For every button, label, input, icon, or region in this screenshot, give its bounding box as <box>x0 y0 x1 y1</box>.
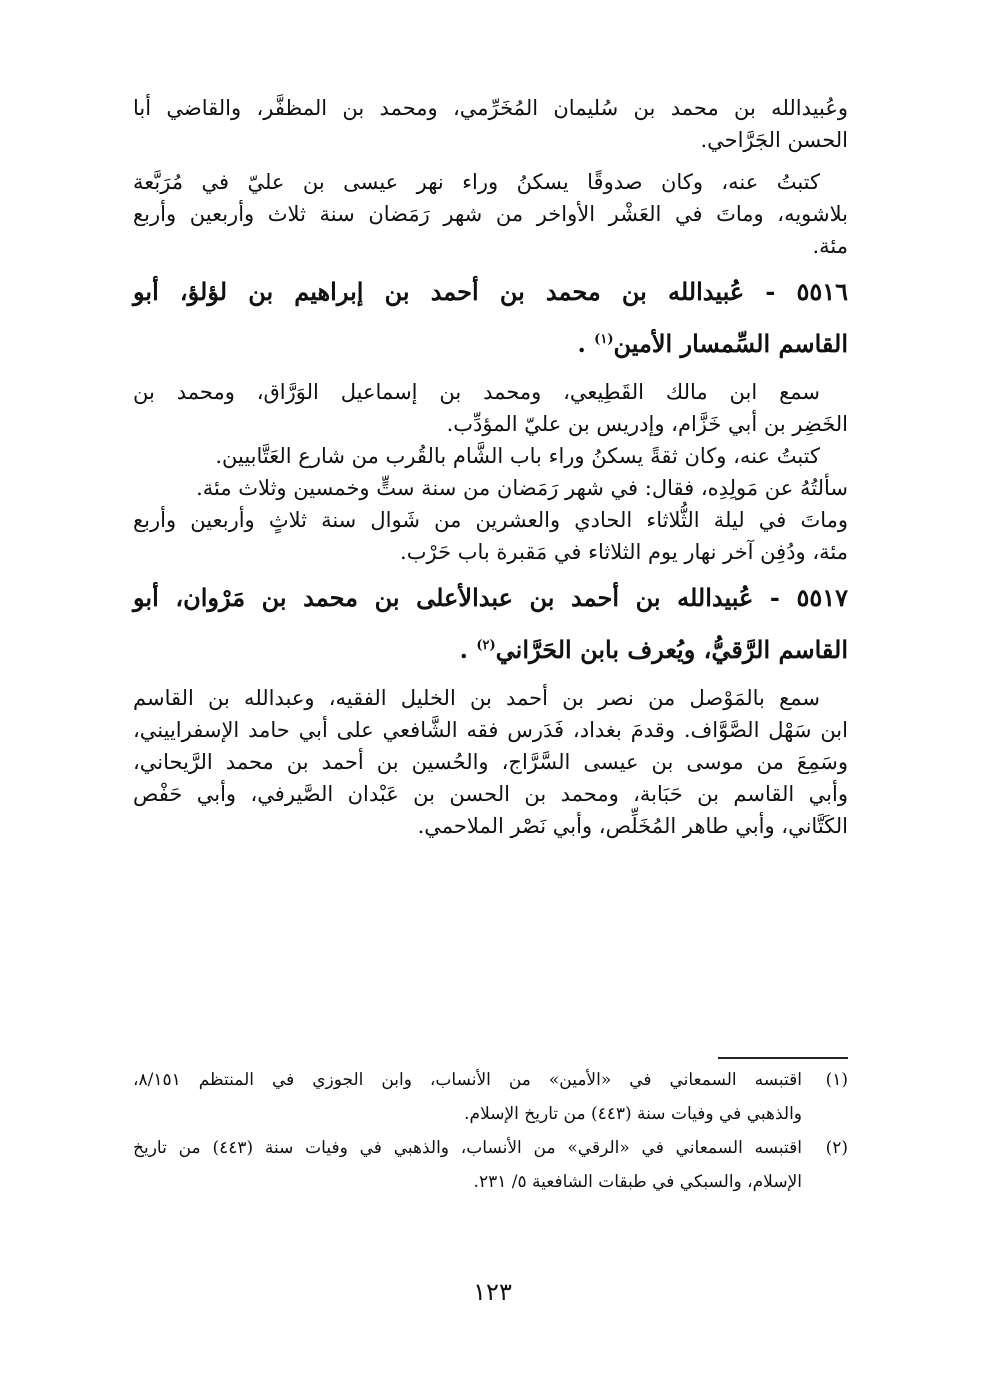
footnote-line: اقتبسه السمعاني في «الرقي» من الأنساب، والذهبي في وفيات سنة (٤٤٣) من تاريخ <box>133 1138 802 1158</box>
heading-text: القاسم السِّمسار الأمين <box>613 329 848 358</box>
heading-line: القاسم الرَّقيُّ، ويُعرف بابن الحَرَّاني$^{(٢)}$ . <box>459 635 848 664</box>
footnote-1 <box>133 1063 848 1131</box>
heading-line: القاسم السِّمسار الأمين$^{(١)}$ . <box>577 329 848 358</box>
entry-5516-para-3 <box>133 472 848 504</box>
footnotes <box>133 1063 848 1199</box>
footnote-number: (٢) <box>825 1138 848 1158</box>
text-line: ابن سَهْل الصَّوَّاف. وقدمَ بغداد، فَدَرس فقه الشَّافعي على أبي حامد الإسفراييني، <box>133 718 848 742</box>
text-line: سألتُهُ عن مَولِدِه، فقال: في شهر رَمَضان من سنة ستٍّ وخمسين وثلاث مئة. <box>196 476 848 500</box>
entry-5516-para-2 <box>133 440 848 472</box>
text-line: كتبتُ عنه، وكان ثقةً يسكنُ وراء باب الشَّام بالقُرب من شارع العَتَّابيين. <box>215 444 820 468</box>
footnote-text <box>133 1131 802 1199</box>
entry-5516-para-4 <box>133 504 848 568</box>
entry-heading-5517 <box>133 574 848 674</box>
entry-5516-para-1 <box>133 376 848 440</box>
footnote-line: اقتبسه السمعاني في «الأمين» من الأنساب، وابن الجوزي في المنتظم ٨/١٥١، <box>133 1070 802 1090</box>
text-line: وسَمِعَ من موسى بن عيسى السَّرَّاج، والحُسين بن أحمد بن محمد الرَّيحاني، <box>133 750 848 774</box>
text-line: وأبي القاسم بن حَبَابة، ومحمد بن الحسن بن عَبْدان الصَّيرفي، وأبي حَفْص <box>133 782 848 806</box>
text-line: الحسن الجَرَّاحي. <box>700 128 848 152</box>
footnote-number: (١) <box>825 1070 848 1090</box>
entry-5517-para-1 <box>133 682 848 842</box>
footnote-divider <box>718 1057 848 1059</box>
page-body <box>133 92 848 842</box>
text-line: الخَضِر بن أبي خَزَّام، وإدريس بن عليّ المؤدِّب. <box>446 412 848 436</box>
text-line: سمع بالمَوْصل من نصر بن أحمد بن الخليل الفقيه، وعبدالله بن القاسم <box>133 686 820 710</box>
text-line: كتبتُ عنه، وكان صدوقًا يسكنُ وراء نهر عيسى بن عليّ في مُرَبَّعة <box>133 170 821 194</box>
paragraph-1 <box>133 92 848 156</box>
footnote-ref: (٢) <box>476 638 496 653</box>
footnote-2 <box>133 1131 848 1199</box>
paragraph-2 <box>133 166 848 262</box>
text-line: مئة. <box>812 234 848 258</box>
heading-line: ٥٥١٧ - عُبيدالله بن أحمد بن عبدالأعلى بن محمد بن مَرْوان، أبو <box>133 583 848 612</box>
text-line: سمع ابن مالك القَطِيعي، ومحمد بن إسماعيل الوَرَّاق، ومحمد بن <box>133 380 820 404</box>
text-line: الكَتَّاني، وأبي طاهر المُخَلِّص، وأبي نَصْر الملاحمي. <box>417 814 848 838</box>
footnote-text <box>133 1063 802 1131</box>
entry-heading-5516 <box>133 268 848 368</box>
footnote-line: والذهبي في وفيات سنة (٤٤٣) من تاريخ الإسلام. <box>464 1104 802 1124</box>
footnote-line: الإسلام، والسبكي في طبقات الشافعية ٥/ ٢٣١. <box>473 1172 802 1192</box>
heading-line: ٥٥١٦ - عُبيدالله بن محمد بن أحمد بن إبراهيم بن لؤلؤ، أبو <box>133 277 848 306</box>
text-line: وعُبيدالله بن محمد بن سُليمان المُخَرِّمي، ومحمد بن المظفَّر، والقاضي أبا <box>133 96 848 120</box>
text-line: بلاشويه، وماتَ في العَشْر الأواخر من شهر رَمَضان سنة ثلاث وأربعين وأربع <box>133 202 848 226</box>
page-number: ١٢٣ <box>473 1278 512 1306</box>
heading-text: القاسم الرَّقيُّ، ويُعرف بابن الحَرَّاني <box>495 635 848 664</box>
text-line: وماتَ في ليلة الثُّلاثاء الحادي والعشرين من شَوال سنة ثلاثٍ وأربعين وأربع <box>133 508 848 532</box>
footnote-ref: (١) <box>594 332 614 347</box>
text-line: مئة، ودُفِن آخر نهار يوم الثلاثاء في مَقبرة باب حَرْب. <box>400 540 848 564</box>
